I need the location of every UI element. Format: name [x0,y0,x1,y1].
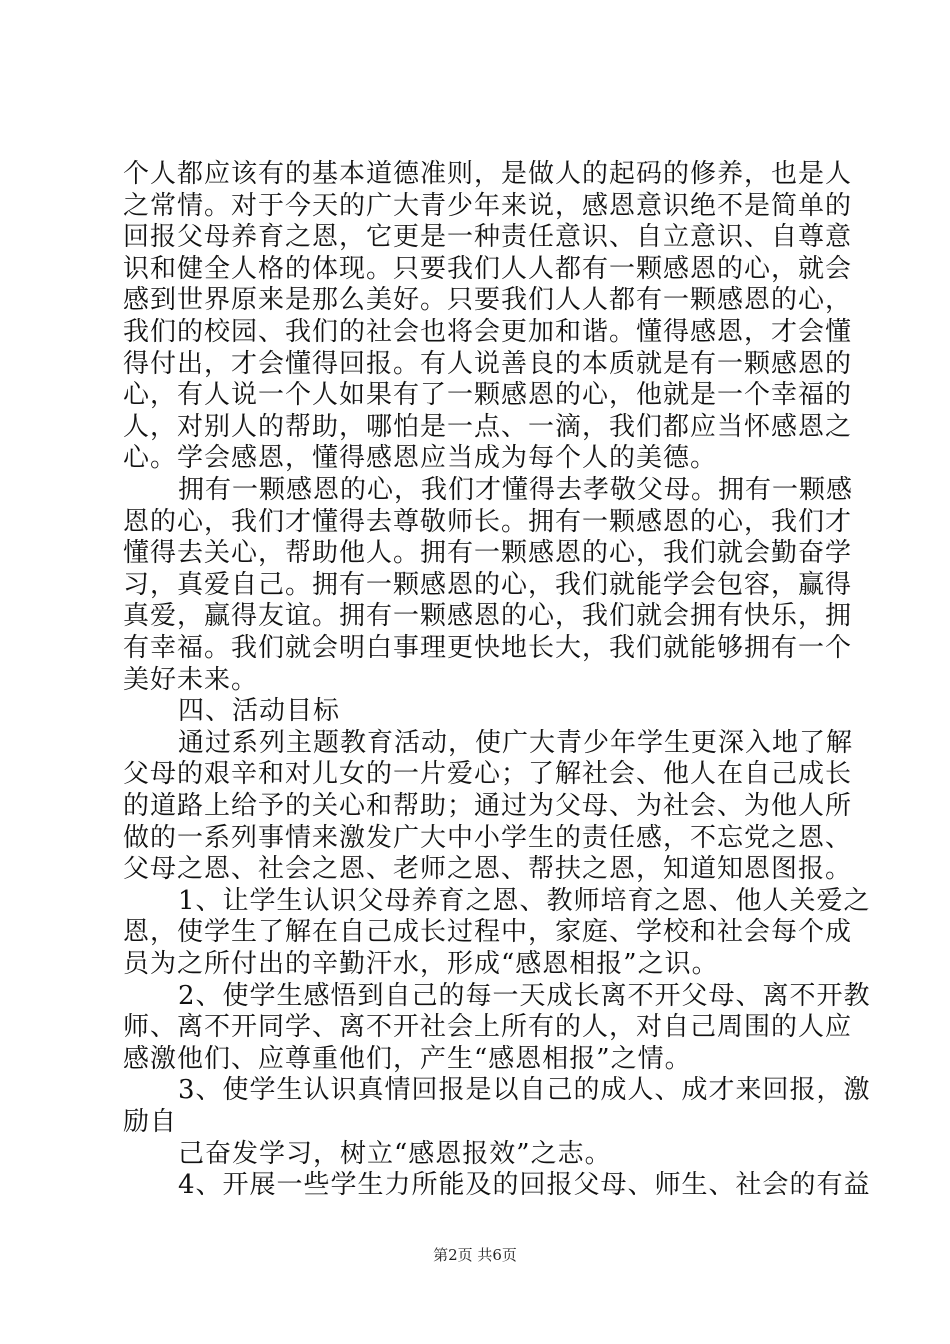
text-line: 拥有一颗感恩的心，我们才懂得去孝敬父母。拥有一颗感 [178,475,854,505]
text-line: 4、开展一些学生力所能及的回报父母、师生、社会的有益 [178,1170,871,1201]
text-line: 己奋发学习，树立“感恩报效”之志。 [178,1138,612,1169]
text-line: 真爱，赢得友谊。拥有一颗感恩的心，我们就会拥有快乐，拥 [123,601,853,632]
text-line: 恩的心，我们才懂得去尊敬师长。拥有一颗感恩的心，我们才 [123,506,853,537]
text-line: 懂得去关心，帮助他人。拥有一颗感恩的心，我们就会勤奋学 [123,538,853,569]
text-line: 父母之恩、社会之恩、老师之恩、帮扶之恩，知道知恩图报。 [123,854,853,885]
text-line: 员为之所付出的辛勤汗水，形成“感恩相报”之识。 [123,949,719,979]
text-line: 得付出，才会懂得回报。有人说善良的本质就是有一颗感恩的 [123,348,853,379]
text-line: 之常情。对于今天的广大青少年来说，感恩意识绝不是简单的 [123,190,853,221]
text-line: 励自 [123,1107,178,1137]
text-line: 感激他们、应尊重他们，产生“感恩相报”之情。 [123,1043,692,1074]
text-line: 个人都应该有的基本道德准则，是做人的起码的修养，也是人 [123,159,853,189]
text-line: 3、使学生认识真情回报是以自己的成人、成才来回报，激 [178,1075,871,1106]
text-line: 美好未来。 [123,664,259,695]
text-line: 回报父母养育之恩，它更是一种责任意识、自立意识、自尊意 [123,222,853,253]
page-footer: 第2页 共6页 [433,1246,517,1264]
text-line: 有幸福。我们就会明白事理更快地长大，我们就能够拥有一个 [123,633,853,663]
text-line: 习，真爱自己。拥有一颗感恩的心，我们就能学会包容，赢得 [123,569,853,600]
text-line: 做的一系列事情来激发广大中小学生的责任感，不忘党之恩、 [123,822,853,853]
text-line: 师、离不开同学、离不开社会上所有的人，对自己周围的人应 [123,1012,853,1043]
text-line: 心。学会感恩，懂得感恩应当成为每个人的美德。 [123,443,718,474]
text-line: 的道路上给予的关心和帮助；通过为父母、为社会、为他人所 [123,791,853,821]
text-line: 父母的艰辛和对儿女的一片爱心；了解社会、他人在自己成长 [123,759,853,790]
text-line: 2、使学生感悟到自己的每一天成长离不开父母、离不开教 [178,980,871,1011]
text-line: 恩，使学生了解在自己成长过程中，家庭、学校和社会每个成 [123,917,853,948]
text-line: 感到世界原来是那么美好。只要我们人人都有一颗感恩的心， [123,285,853,316]
text-line: 人，对别人的帮助，哪怕是一点、一滴，我们都应当怀感恩之 [123,411,853,442]
text-line: 1、让学生认识父母养育之恩、教师培育之恩、他人关爱之 [178,885,871,916]
text-line: 识和健全人格的体现。只要我们人人都有一颗感恩的心，就会 [123,253,853,284]
section-heading: 四、活动目标 [178,696,341,727]
text-line: 通过系列主题教育活动，使广大青少年学生更深入地了解 [178,727,854,758]
text-line: 我们的校园、我们的社会也将会更加和谐。懂得感恩，才会懂 [123,317,853,347]
text-line: 心，有人说一个人如果有了一颗感恩的心，他就是一个幸福的 [123,380,853,411]
